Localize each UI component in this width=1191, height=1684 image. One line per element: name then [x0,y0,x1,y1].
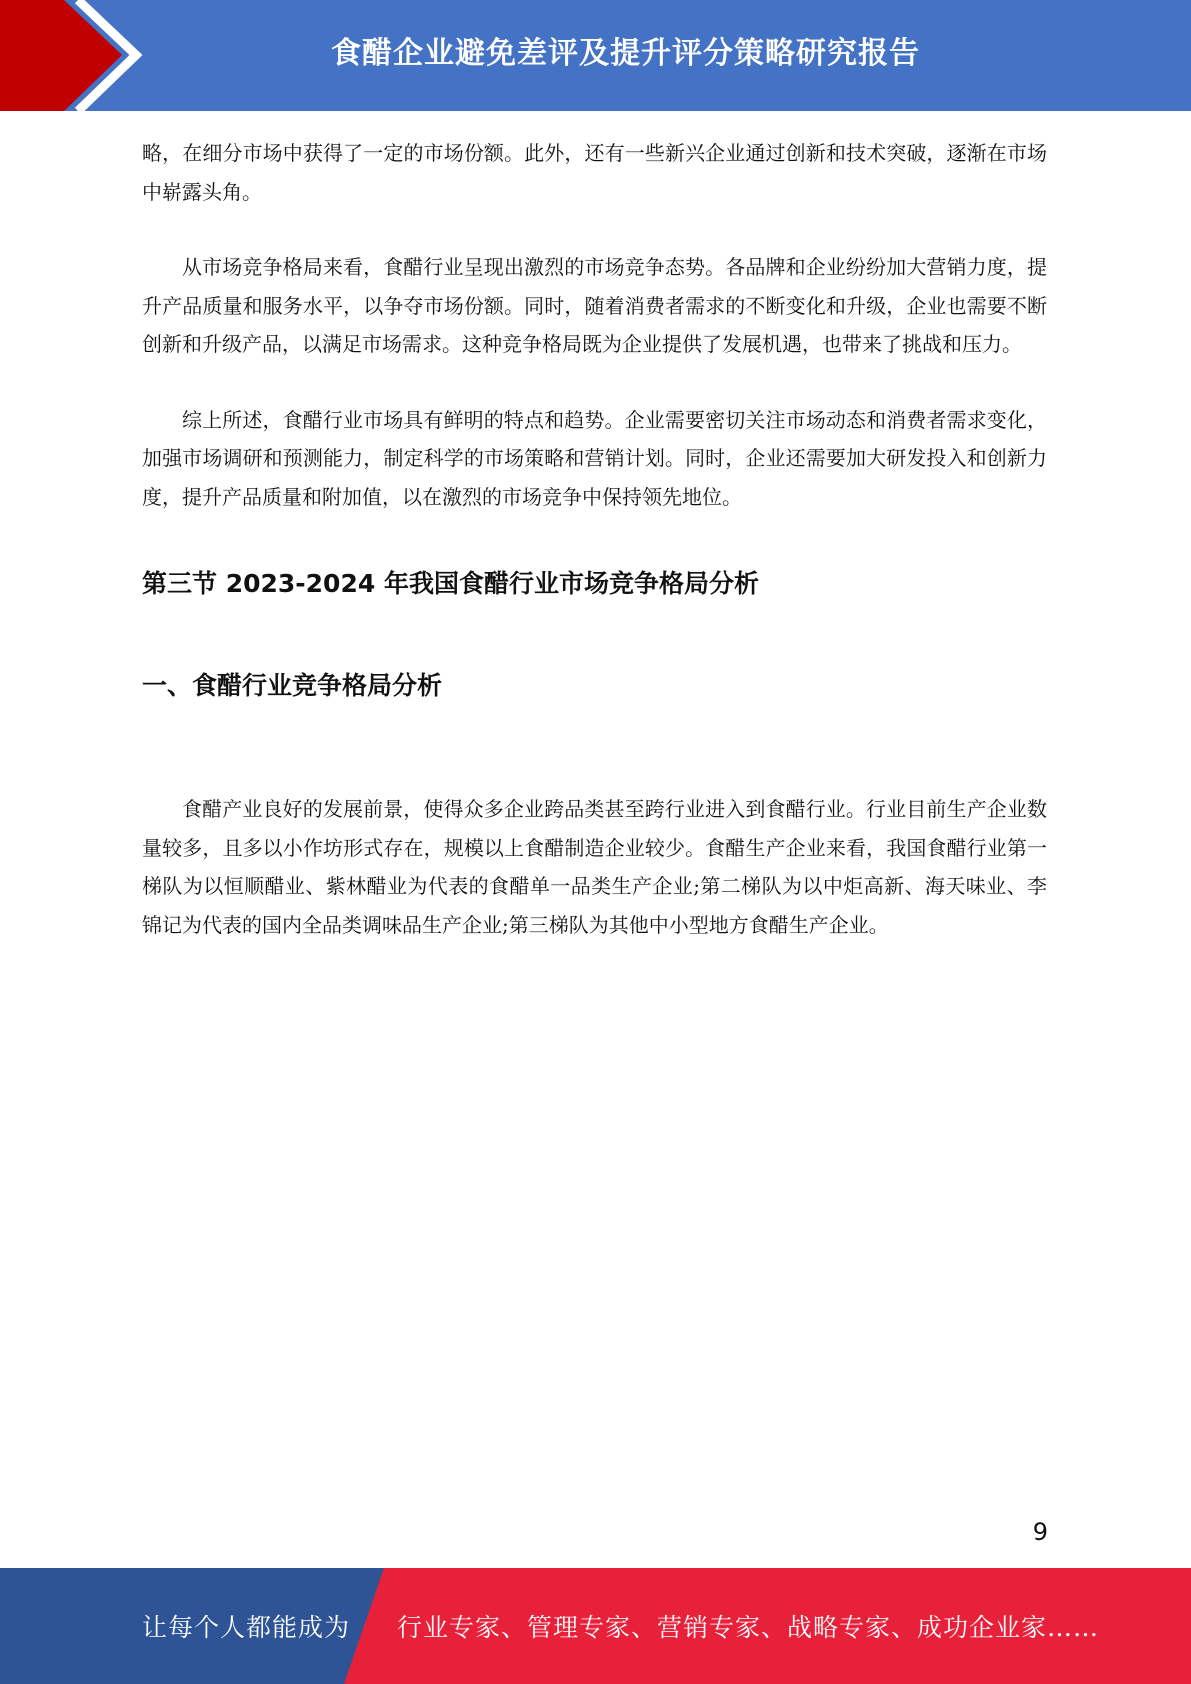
subsection-heading: 一、食醋行业竞争格局分析 [142,671,443,700]
paragraph-tiers: 食醋产业良好的发展前景，使得众多企业跨品类甚至跨行业进入到食醋行业。行业目前生产企业数量较多，且多以小作坊形式存在，规模以上食醋制造企业较少。食醋生产企业来看，我国食醋行业第一梯队为以恒顺醋业、紫林醋业为代表的食醋单一品类生产企业;第二梯队为以中炬高新、海天味业、李锦记为代表的国内全品类调味品生产企业;第三梯队为其他中小型地方食醋生产企业。 [142,797,1047,937]
report-title: 食醋企业避免差评及提升评分策略研究报告 [331,36,920,71]
paragraph-continuation: 略，在细分市场中获得了一定的市场份额。此外，还有一些新兴企业通过创新和技术突破，逐渐在市场中崭露头角。 [142,141,1047,204]
paragraph-summary: 综上所述，食醋行业市场具有鲜明的特点和趋势。企业需要密切关注市场动态和消费者需求变化，加强市场调研和预测能力，制定科学的市场策略和营销计划。同时，企业还需要加大研发投入和创新力度，提升产品质量和附加值，以在激烈的市场竞争中保持领先地位。 [142,407,1047,509]
footer-slogan-left: 让每个人都能成为 [142,1613,351,1642]
header-arrow-decoration [0,0,160,111]
report-footer [0,1568,1191,1684]
page-number: 9 [1032,1518,1048,1546]
page-content [142,134,1047,944]
paragraph-competition: 从市场竞争格局来看，食醋行业呈现出激烈的市场竞争态势。各品牌和企业纷纷加大营销力度，提升产品质量和服务水平，以争夺市场份额。同时，随着消费者需求的不断变化和升级，企业也需要不断创新和升级产品，以满足市场需求。这种竞争格局既为企业提供了发展机遇，也带来了挑战和压力。 [142,255,1047,356]
section-heading: 第三节 2023-2024 年我国食醋行业市场竞争格局分析 [142,569,759,598]
report-header [0,0,1191,111]
footer-slogan-right: 行业专家、管理专家、营销专家、战略专家、成功企业家…… [397,1613,1100,1642]
